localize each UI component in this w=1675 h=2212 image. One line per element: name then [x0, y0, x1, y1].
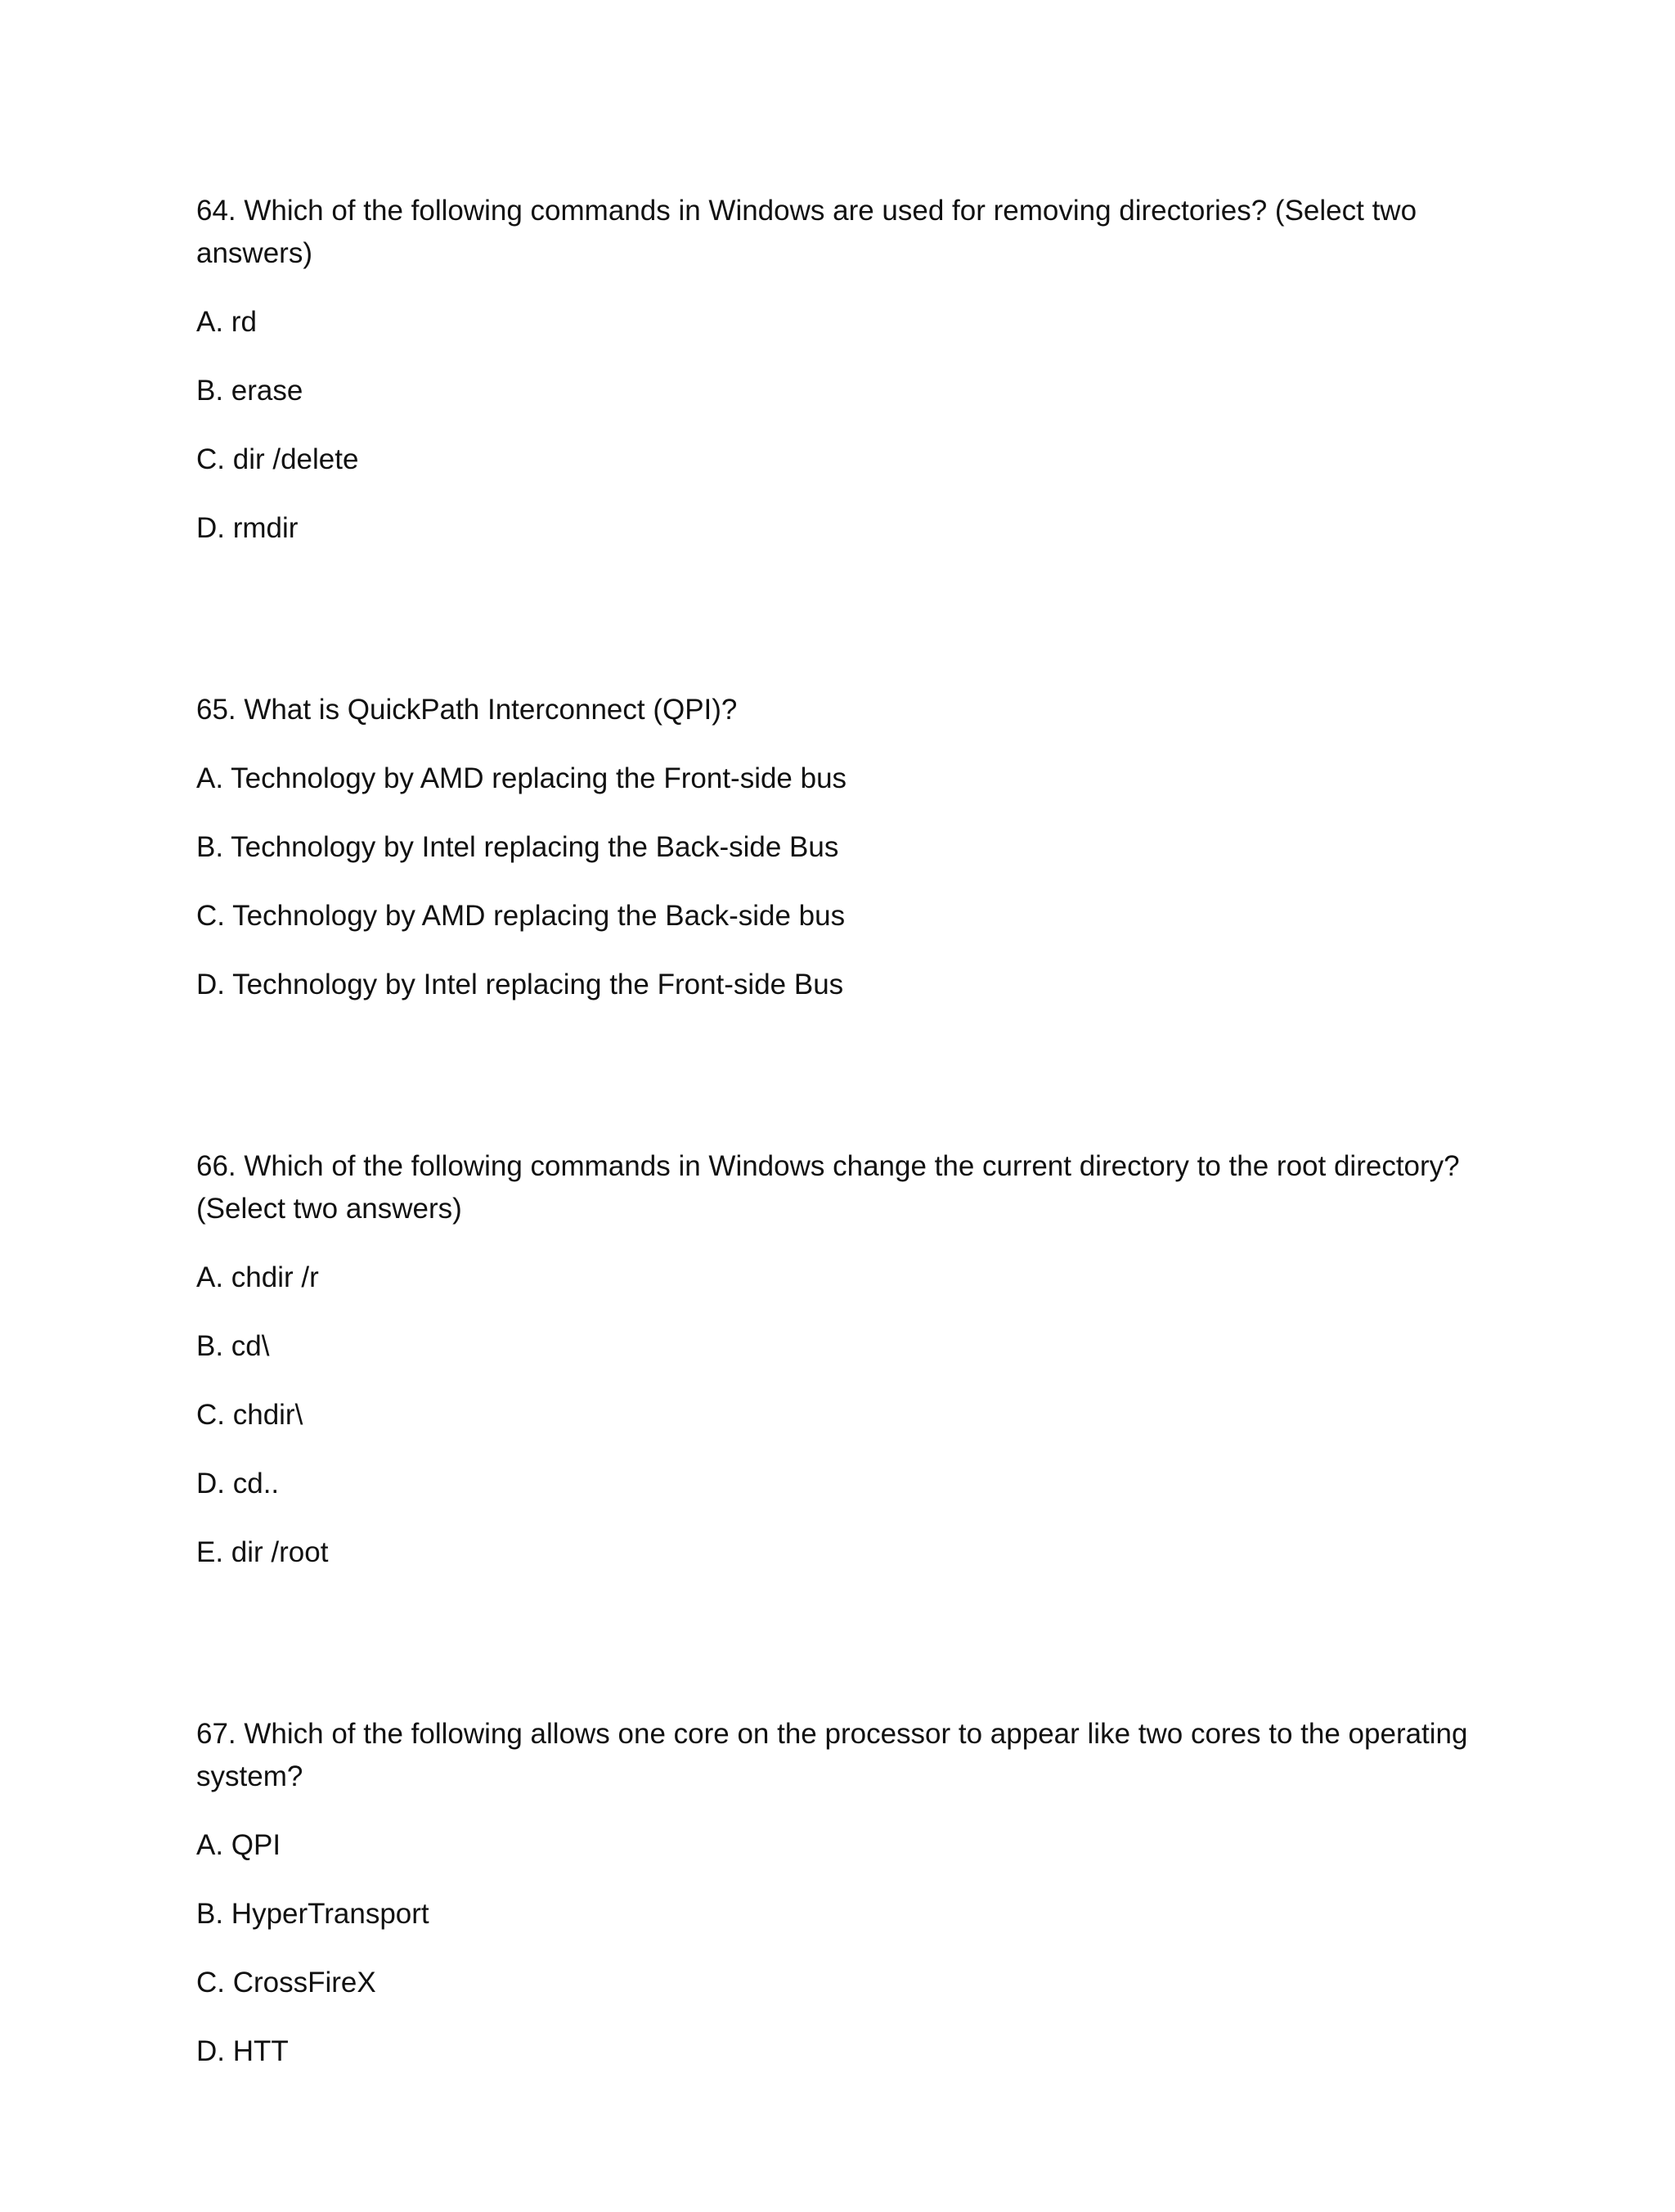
answer-option: D. HTT	[196, 2035, 289, 2067]
question-text: 67. Which of the following allows one core on the processor to appear like two cores to the operating system?	[196, 1718, 1468, 1792]
question-67	[196, 1713, 1489, 2073]
answer-option: D. Technology by Intel replacing the Front-side Bus	[196, 969, 844, 1000]
answer-option: A. Technology by AMD replacing the Front-side bus	[196, 762, 847, 794]
question-66	[196, 1145, 1489, 1574]
answer-option: D. cd..	[196, 1468, 280, 1499]
question-text: 64. Which of the following commands in Windows are used for removing directories? (Select two answers)	[196, 195, 1417, 269]
question-text: 65. What is QuickPath Interconnect (QPI)?	[196, 694, 738, 726]
answer-option: B. erase	[196, 375, 303, 407]
question-64	[196, 190, 1489, 550]
answer-option: C. chdir\	[196, 1399, 303, 1431]
answer-option: B. Technology by Intel replacing the Back-side Bus	[196, 831, 839, 863]
answer-option: C. CrossFireX	[196, 1967, 376, 1998]
answer-option: E. dir /root	[196, 1536, 329, 1568]
answer-option: B. HyperTransport	[196, 1898, 429, 1930]
answer-option: C. dir /delete	[196, 443, 359, 475]
answer-option: C. Technology by AMD replacing the Back-side bus	[196, 900, 846, 932]
question-list	[196, 190, 1489, 2212]
answer-option: B. cd\	[196, 1330, 270, 1362]
question-65	[196, 689, 1489, 1006]
answer-option: D. rmdir	[196, 512, 299, 544]
question-text: 66. Which of the following commands in Windows change the current directory to the root directory? (Select two answers)	[196, 1150, 1460, 1225]
answer-option: A. QPI	[196, 1829, 281, 1861]
answer-option: A. chdir /r	[196, 1261, 319, 1293]
answer-option: A. rd	[196, 306, 257, 338]
